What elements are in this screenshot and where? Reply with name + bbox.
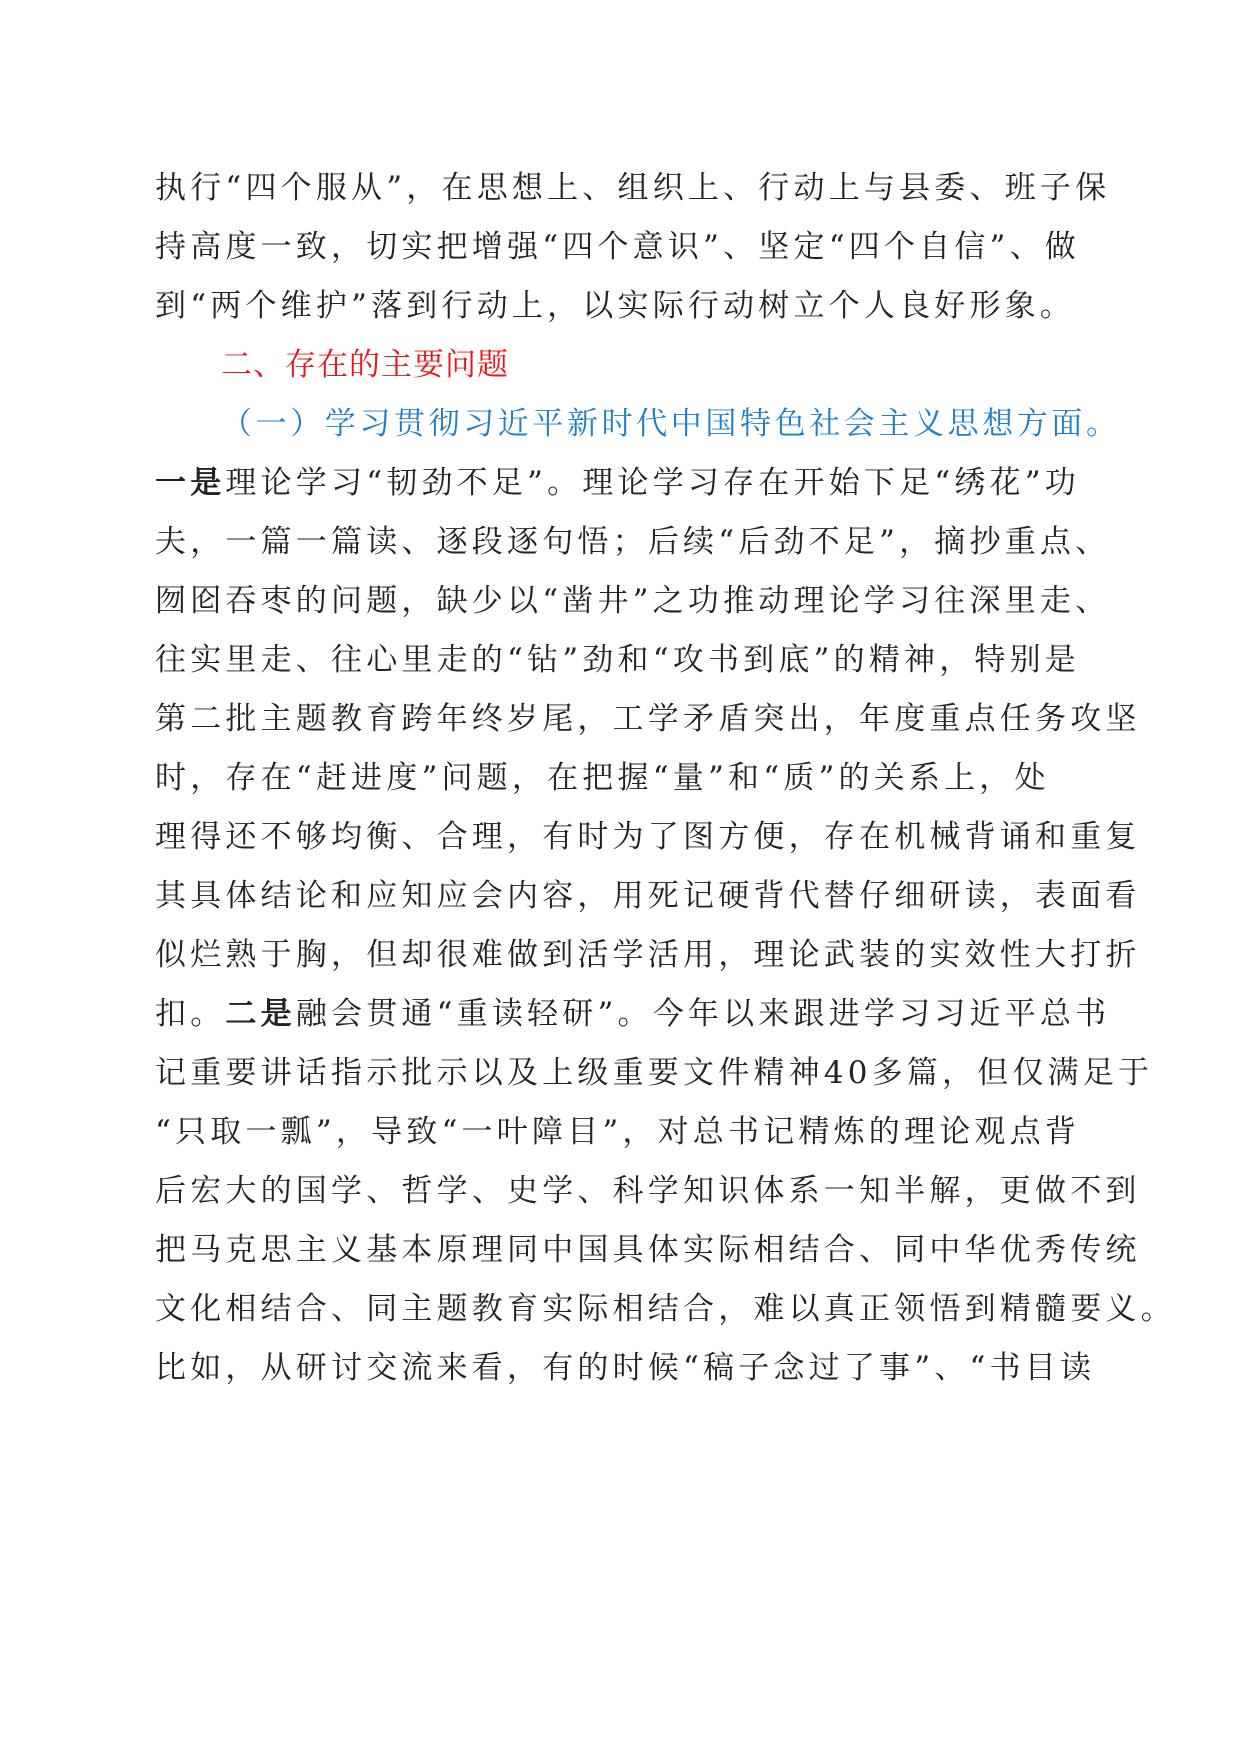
body-line: 把马克思主义基本原理同中国具体实际相结合、同中华优秀传统 — [155, 1232, 1141, 1268]
sub-heading: （一）学习贯彻习近平新时代中国特色社会主义思想方面。 — [221, 406, 1121, 442]
body-line — [155, 168, 1110, 208]
text-span: 融会贯通“重读轻研”。今年以来跟进学习习近平总书 — [295, 996, 1111, 1032]
text-span: 执行“四个服从”，在思想上、组织上、行动上与县委、班子保 — [155, 170, 1111, 206]
body-line: 时，存在“赶进度”问题，在把握“量”和“质”的关系上，处 — [155, 760, 1050, 796]
body-line — [155, 463, 1080, 503]
text-span: 持高度一致，切实把增强“四个意识”、坚定“四个自信”、做 — [155, 229, 1080, 265]
body-line: 夫，一篇一篇读、逐段逐句悟；后续“后劲不足”，摘抄重点、 — [155, 524, 1111, 560]
body-line — [155, 227, 1080, 267]
body-line: 比如，从研讨交流来看，有的时候“稿子念过了事”、“书目读 — [155, 1350, 1096, 1386]
body-line: 第二批主题教育跨年终岁尾，工学矛盾突出，年度重点任务攻坚 — [155, 701, 1141, 737]
body-line: 文化相结合、同主题教育实际相结合，难以真正领悟到精髓要义。 — [155, 1291, 1176, 1327]
text-span: 扣。 — [155, 996, 226, 1032]
body-line: 理得还不够均衡、合理，有时为了图方便，存在机械背诵和重复 — [155, 819, 1141, 855]
body-line: 后宏大的国学、哲学、史学、科学知识体系一知半解，更做不到 — [155, 1173, 1141, 1209]
text-span: 理论学习“韧劲不足”。理论学习存在开始下足“绣花”功 — [225, 465, 1080, 501]
body-line — [155, 994, 1110, 1034]
body-line: 囫囵吞枣的问题，缺少以“凿井”之功推动理论学习往深里走、 — [155, 583, 1111, 619]
body-line: 往实里走、往心里走的“钻”劲和“攻书到底”的精神，特别是 — [155, 642, 1080, 678]
section-heading: 二、存在的主要问题 — [221, 347, 509, 383]
bold-lead: 二是 — [225, 996, 296, 1032]
body-line: 似烂熟于胸，但却很难做到活学活用，理论武装的实效性大打折 — [155, 937, 1141, 973]
body-line — [155, 286, 1075, 326]
bold-lead: 一是 — [155, 465, 226, 501]
body-line: 其具体结论和应知应会内容，用死记硬背代替仔细研读，表面看 — [155, 878, 1141, 914]
text-span: 到“两个维护”落到行动上，以实际行动树立个人良好形象。 — [155, 288, 1076, 324]
body-line: “只取一瓢”，导致“一叶障目”，对总书记精炼的理论观点背 — [155, 1114, 1080, 1150]
body-line: 记重要讲话指示批示以及上级重要文件精神40多篇，但仅满足于 — [155, 1055, 1154, 1091]
